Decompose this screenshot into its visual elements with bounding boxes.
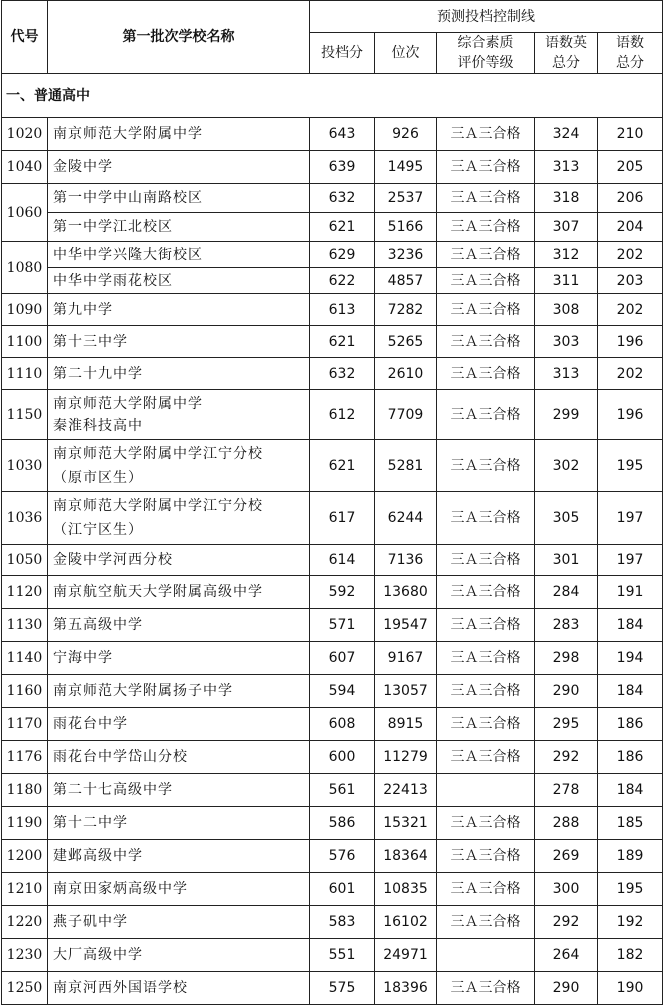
row-school-name: 大厂高级中学: [48, 939, 310, 972]
row-cme-total: 312: [535, 242, 598, 268]
table-row: [2, 184, 663, 213]
row-score: 621: [310, 213, 375, 242]
row-grade: 三Ａ三合格: [437, 840, 535, 873]
row-grade: 三Ａ三合格: [437, 294, 535, 326]
row-cme-total: 283: [535, 609, 598, 642]
admission-table: [1, 0, 663, 1005]
row-school-name: 雨花台中学岱山分校: [48, 741, 310, 774]
row-school-name-line2: 秦淮科技高中: [53, 417, 143, 434]
row-score: 632: [310, 358, 375, 390]
row-code: 1090: [2, 294, 48, 326]
row-code: 1130: [2, 609, 48, 642]
table-row: [2, 774, 663, 807]
row-cme-total: 311: [535, 268, 598, 294]
row-school-name: 南京田家炳高级中学: [48, 873, 310, 906]
row-score: 614: [310, 545, 375, 576]
row-rank: 11279: [375, 741, 437, 774]
header-rank: 位次: [375, 33, 437, 74]
row-rank: 15321: [375, 807, 437, 840]
row-code: 1250: [2, 972, 48, 1005]
row-rank: 2537: [375, 184, 437, 213]
row-school-name: 金陵中学: [48, 151, 310, 184]
table-row: [2, 326, 663, 358]
row-cm-total: 190: [598, 972, 663, 1005]
row-rank: 5281: [375, 440, 437, 492]
row-school-name-line1: 南京师范大学附属中学江宁分校: [53, 498, 263, 514]
row-rank: 5166: [375, 213, 437, 242]
header-prediction-group: 预测投档控制线: [310, 1, 663, 33]
row-grade: 三Ａ三合格: [437, 440, 535, 492]
row-school-name: 南京师范大学附属中学: [48, 118, 310, 151]
row-cm-total: 197: [598, 545, 663, 576]
table-row: [2, 268, 663, 294]
row-code: 1040: [2, 151, 48, 184]
row-cme-total: 292: [535, 906, 598, 939]
row-code: 1100: [2, 326, 48, 358]
row-cme-total: 313: [535, 358, 598, 390]
row-grade: 三Ａ三合格: [437, 972, 535, 1005]
row-cme-total: 292: [535, 741, 598, 774]
header-code: 代号: [2, 1, 48, 74]
row-grade: 三Ａ三合格: [437, 184, 535, 213]
row-school-name: 第一中学江北校区: [48, 213, 310, 242]
row-cm-total: 191: [598, 576, 663, 609]
row-rank: 3236: [375, 242, 437, 268]
row-rank: 24971: [375, 939, 437, 972]
row-code: 1050: [2, 545, 48, 576]
row-cm-total: 206: [598, 184, 663, 213]
row-code: 1030: [2, 440, 48, 492]
row-school-name: 南京航空航天大学附属高级中学: [48, 576, 310, 609]
row-score: 583: [310, 906, 375, 939]
table-row: [2, 708, 663, 741]
row-rank: 10835: [375, 873, 437, 906]
row-rank: 13057: [375, 675, 437, 708]
row-code: 1220: [2, 906, 48, 939]
row-code: 1200: [2, 840, 48, 873]
header-score: 投档分: [310, 33, 375, 74]
table-row: [2, 873, 663, 906]
row-cme-total: 308: [535, 294, 598, 326]
row-school-name-line2: （江宁区生）: [53, 522, 143, 538]
row-school-name: 建邺高级中学: [48, 840, 310, 873]
row-score: 621: [310, 326, 375, 358]
row-cme-total: 300: [535, 873, 598, 906]
row-grade: [437, 939, 535, 972]
row-cme-total: 295: [535, 708, 598, 741]
row-code: 1140: [2, 642, 48, 675]
row-score: 643: [310, 118, 375, 151]
row-cme-total: 302: [535, 440, 598, 492]
row-score: 608: [310, 708, 375, 741]
table-row: [2, 642, 663, 675]
row-cm-total: 195: [598, 440, 663, 492]
row-grade: 三Ａ三合格: [437, 741, 535, 774]
table-row: [2, 390, 663, 440]
row-cm-total: 194: [598, 642, 663, 675]
row-rank: 8915: [375, 708, 437, 741]
row-score: 629: [310, 242, 375, 268]
row-grade: 三Ａ三合格: [437, 873, 535, 906]
row-code: 1176: [2, 741, 48, 774]
row-score: 622: [310, 268, 375, 294]
row-score: 639: [310, 151, 375, 184]
row-cm-total: 195: [598, 873, 663, 906]
row-grade: 三Ａ三合格: [437, 242, 535, 268]
row-score: 612: [310, 390, 375, 440]
table-row: [2, 807, 663, 840]
row-rank: 16102: [375, 906, 437, 939]
row-cm-total: 202: [598, 294, 663, 326]
row-grade: 三Ａ三合格: [437, 151, 535, 184]
row-cme-total: 303: [535, 326, 598, 358]
row-cme-total: 290: [535, 972, 598, 1005]
header-cme-line1: 语数英: [545, 35, 587, 51]
row-school-name: 第二十七高级中学: [48, 774, 310, 807]
row-code: 1120: [2, 576, 48, 609]
row-score: 551: [310, 939, 375, 972]
row-grade: 三Ａ三合格: [437, 358, 535, 390]
row-school-name: 第十二中学: [48, 807, 310, 840]
row-cme-total: 264: [535, 939, 598, 972]
row-cm-total: 202: [598, 242, 663, 268]
row-cm-total: 184: [598, 774, 663, 807]
row-rank: 9167: [375, 642, 437, 675]
table-row: [2, 545, 663, 576]
row-school-name: 第九中学: [48, 294, 310, 326]
row-cm-total: 205: [598, 151, 663, 184]
row-grade: 三Ａ三合格: [437, 906, 535, 939]
row-rank: 2610: [375, 358, 437, 390]
row-cme-total: 298: [535, 642, 598, 675]
row-cme-total: 299: [535, 390, 598, 440]
row-code: 1150: [2, 390, 48, 440]
row-score: 576: [310, 840, 375, 873]
row-score: 601: [310, 873, 375, 906]
row-rank: 926: [375, 118, 437, 151]
row-cme-total: 313: [535, 151, 598, 184]
table-row: [2, 118, 663, 151]
header-quality-line1: 综合素质: [457, 35, 514, 51]
row-rank: 7282: [375, 294, 437, 326]
row-cm-total: 184: [598, 675, 663, 708]
row-code: 1170: [2, 708, 48, 741]
header-row-1: [2, 1, 663, 33]
row-cm-total: 186: [598, 741, 663, 774]
row-school-name: 中华中学兴隆大街校区: [48, 242, 310, 268]
row-rank: 6244: [375, 492, 437, 545]
header-quality-line2: 评价等级: [457, 55, 514, 71]
row-rank: 18396: [375, 972, 437, 1005]
row-cme-total: 318: [535, 184, 598, 213]
table-row: [2, 440, 663, 492]
row-score: 571: [310, 609, 375, 642]
row-grade: 三Ａ三合格: [437, 268, 535, 294]
row-school-name: 中华中学雨花校区: [48, 268, 310, 294]
row-code: 1210: [2, 873, 48, 906]
row-cm-total: 210: [598, 118, 663, 151]
row-score: 613: [310, 294, 375, 326]
row-score: 617: [310, 492, 375, 545]
row-school-name: 金陵中学河西分校: [48, 545, 310, 576]
row-cm-total: 196: [598, 326, 663, 358]
row-school-name-line1: 南京师范大学附属中学: [53, 395, 203, 412]
row-cme-total: 288: [535, 807, 598, 840]
row-grade: 三Ａ三合格: [437, 609, 535, 642]
row-score: 632: [310, 184, 375, 213]
row-rank: 5265: [375, 326, 437, 358]
row-cm-total: 192: [598, 906, 663, 939]
row-cm-total: 202: [598, 358, 663, 390]
row-rank: 19547: [375, 609, 437, 642]
table-row: [2, 906, 663, 939]
row-cm-total: 184: [598, 609, 663, 642]
row-rank: 22413: [375, 774, 437, 807]
header-cm-line1: 语数: [616, 35, 645, 51]
header-cm-line2: 总分: [616, 55, 645, 71]
row-code: 1180: [2, 774, 48, 807]
row-grade: 三Ａ三合格: [437, 675, 535, 708]
row-cm-total: 186: [598, 708, 663, 741]
row-grade: 三Ａ三合格: [437, 390, 535, 440]
row-cm-total: 204: [598, 213, 663, 242]
row-school-name: [48, 440, 310, 492]
row-rank: 13680: [375, 576, 437, 609]
row-cm-total: 185: [598, 807, 663, 840]
header-quality: [437, 33, 535, 74]
table-row: [2, 840, 663, 873]
row-code: 1110: [2, 358, 48, 390]
row-cm-total: 203: [598, 268, 663, 294]
row-code: 1160: [2, 675, 48, 708]
row-cm-total: 189: [598, 840, 663, 873]
row-cme-total: 269: [535, 840, 598, 873]
row-code: 1080: [2, 242, 48, 294]
table-row: [2, 492, 663, 545]
table-row: [2, 609, 663, 642]
row-school-name: 第十三中学: [48, 326, 310, 358]
row-school-name: 南京师范大学附属扬子中学: [48, 675, 310, 708]
row-score: 621: [310, 440, 375, 492]
row-school-name: 第二十九中学: [48, 358, 310, 390]
row-school-name: 宁海中学: [48, 642, 310, 675]
row-code: 1230: [2, 939, 48, 972]
row-code: 1036: [2, 492, 48, 545]
row-grade: 三Ａ三合格: [437, 576, 535, 609]
row-cme-total: 301: [535, 545, 598, 576]
section-row: [2, 74, 663, 118]
row-grade: 三Ａ三合格: [437, 642, 535, 675]
row-school-name: [48, 390, 310, 440]
row-school-name: 燕子矶中学: [48, 906, 310, 939]
row-cme-total: 307: [535, 213, 598, 242]
row-grade: [437, 774, 535, 807]
row-grade: 三Ａ三合格: [437, 708, 535, 741]
table-row: [2, 358, 663, 390]
header-cme-total: [535, 33, 598, 74]
row-school-name-line2: （原市区生）: [53, 469, 143, 486]
row-school-name: 第五高级中学: [48, 609, 310, 642]
row-grade: 三Ａ三合格: [437, 213, 535, 242]
row-school-name: [48, 492, 310, 545]
table-row: [2, 576, 663, 609]
table-row: [2, 939, 663, 972]
header-cme-line2: 总分: [552, 55, 580, 71]
row-cme-total: 305: [535, 492, 598, 545]
row-code: 1060: [2, 184, 48, 242]
row-cme-total: 284: [535, 576, 598, 609]
row-rank: 18364: [375, 840, 437, 873]
row-rank: 4857: [375, 268, 437, 294]
row-code: 1190: [2, 807, 48, 840]
row-score: 600: [310, 741, 375, 774]
row-school-name: 第一中学中山南路校区: [48, 184, 310, 213]
row-score: 594: [310, 675, 375, 708]
table-row: [2, 294, 663, 326]
row-rank: 7709: [375, 390, 437, 440]
row-school-name: 南京河西外国语学校: [48, 972, 310, 1005]
row-school-name-line1: 南京师范大学附属中学江宁分校: [53, 445, 263, 462]
table-row: [2, 213, 663, 242]
section-title: 一、普通高中: [2, 74, 663, 118]
row-rank: 7136: [375, 545, 437, 576]
table-row: [2, 151, 663, 184]
row-grade: 三Ａ三合格: [437, 118, 535, 151]
row-cme-total: 278: [535, 774, 598, 807]
table-row: [2, 242, 663, 268]
row-code: 1020: [2, 118, 48, 151]
row-cm-total: 182: [598, 939, 663, 972]
row-school-name: 雨花台中学: [48, 708, 310, 741]
row-score: 575: [310, 972, 375, 1005]
row-grade: 三Ａ三合格: [437, 492, 535, 545]
row-cme-total: 290: [535, 675, 598, 708]
header-school: 第一批次学校名称: [48, 1, 310, 74]
row-cme-total: 324: [535, 118, 598, 151]
table-row: [2, 675, 663, 708]
row-score: 592: [310, 576, 375, 609]
header-cm-total: [598, 33, 663, 74]
row-cm-total: 197: [598, 492, 663, 545]
row-score: 607: [310, 642, 375, 675]
table-row: [2, 741, 663, 774]
row-grade: 三Ａ三合格: [437, 326, 535, 358]
row-cm-total: 196: [598, 390, 663, 440]
row-grade: 三Ａ三合格: [437, 807, 535, 840]
row-score: 561: [310, 774, 375, 807]
row-score: 586: [310, 807, 375, 840]
row-rank: 1495: [375, 151, 437, 184]
row-grade: 三Ａ三合格: [437, 545, 535, 576]
